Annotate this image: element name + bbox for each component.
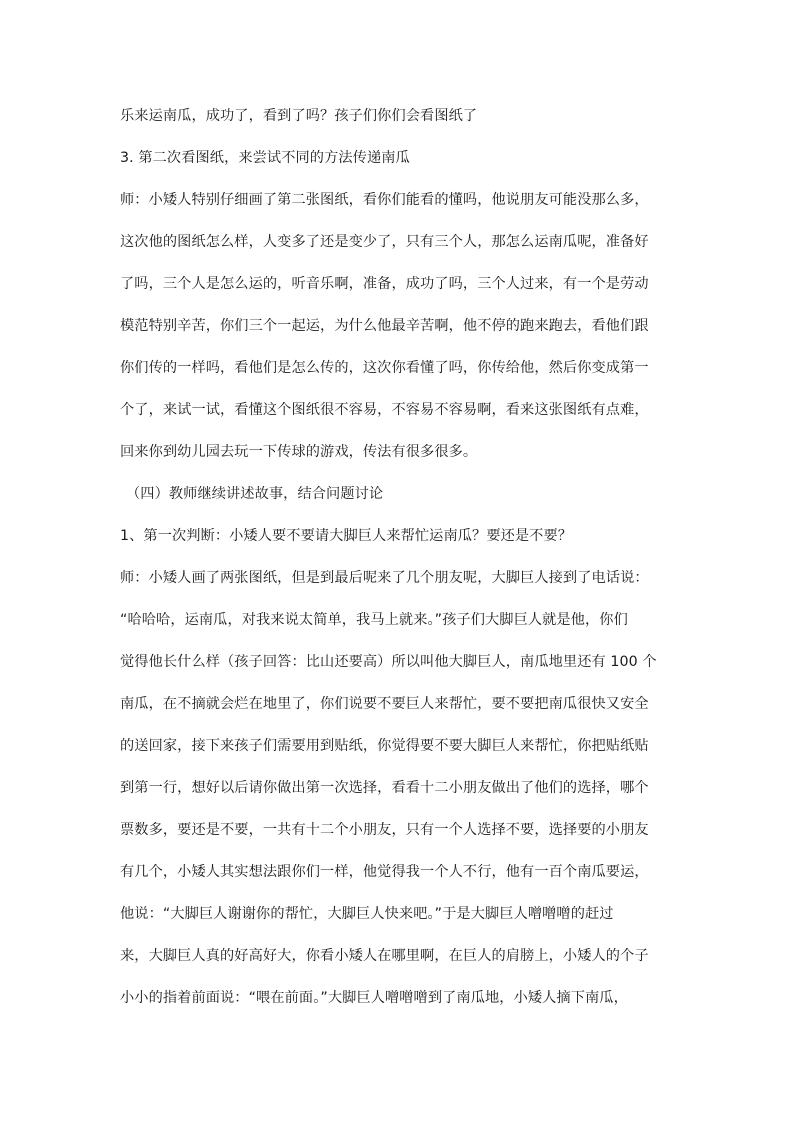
text-line: 模范特别辛苦，你们三个一起运，为什么他最辛苦啊，他不停的跑来跑去，看他们跟 xyxy=(120,318,649,334)
text-line: 师：小矮人画了两张图纸，但是到最后呢来了几个朋友呢，大脚巨人接到了电话说： xyxy=(120,570,649,586)
text-line: 这次他的图纸怎么样，人变多了还是变少了，只有三个人，那怎么运南瓜呢，准备好 xyxy=(120,234,649,250)
section-heading: （四）教师继续讲述故事，结合问题讨论 xyxy=(126,486,384,502)
text-line: 了吗，三个人是怎么运的，听音乐啊，准备，成功了吗，三个人过来，有一个是劳动 xyxy=(120,276,649,292)
text-line: 师：小矮人特别仔细画了第二张图纸，看你们能看的懂吗，他说朋友可能没那么多， xyxy=(120,192,649,208)
text-line: 回来你到幼儿园去玩一下传球的游戏，传法有很多很多。 xyxy=(120,444,478,460)
text-line: 的送回家，接下来孩子们需要用到贴纸，你觉得要不要大脚巨人来帮忙，你把贴纸贴 xyxy=(120,738,649,754)
text-line: 小小的指着前面说：“喂在前面。”大脚巨人噌噌噌到了南瓜地，小矮人摘下南瓜， xyxy=(120,990,628,1006)
text-line: “哈哈哈，运南瓜，对我来说太简单，我马上就来。”孩子们大脚巨人就是他，你们 xyxy=(120,612,628,628)
text-line: 来，大脚巨人真的好高好大，你看小矮人在哪里啊，在巨人的肩膀上，小矮人的个子 xyxy=(120,948,649,964)
text-line: 个了，来试一试，看懂这个图纸很不容易，不容易不容易啊，看来这张图纸有点难， xyxy=(120,402,649,418)
text-line: 南瓜，在不摘就会烂在地里了，你们说要不要巨人来帮忙，要不要把南瓜很快又安全 xyxy=(120,696,649,712)
text-line: 乐来运南瓜，成功了，看到了吗？孩子们你们会看图纸了 xyxy=(120,108,478,124)
text-line: 你们传的一样吗，看他们是怎么传的，这次你看懂了吗，你传给他，然后你变成第一 xyxy=(120,360,649,376)
section-heading: 3. 第二次看图纸，来尝试不同的方法传递南瓜 xyxy=(120,150,410,166)
section-heading: 1、第一次判断：小矮人要不要请大脚巨人来帮忙运南瓜？要还是不要？ xyxy=(120,528,573,544)
text-line: 觉得他长什么样（孩子回答：比山还要高）所以叫他大脚巨人，南瓜地里还有 100 个 xyxy=(120,654,657,670)
text-line: 有几个，小矮人其实想法跟你们一样，他觉得我一个人不行，他有一百个南瓜要运， xyxy=(120,864,649,880)
text-line: 票数多，要还是不要，一共有十二个小朋友，只有一个人选择不要，选择要的小朋友 xyxy=(120,822,649,838)
text-line: 他说：“大脚巨人谢谢你的帮忙，大脚巨人快来吧。”于是大脚巨人噌噌噌的赶过 xyxy=(120,906,614,922)
text-line: 到第一行，想好以后请你做出第一次选择，看看十二小朋友做出了他们的选择，哪个 xyxy=(120,780,649,796)
